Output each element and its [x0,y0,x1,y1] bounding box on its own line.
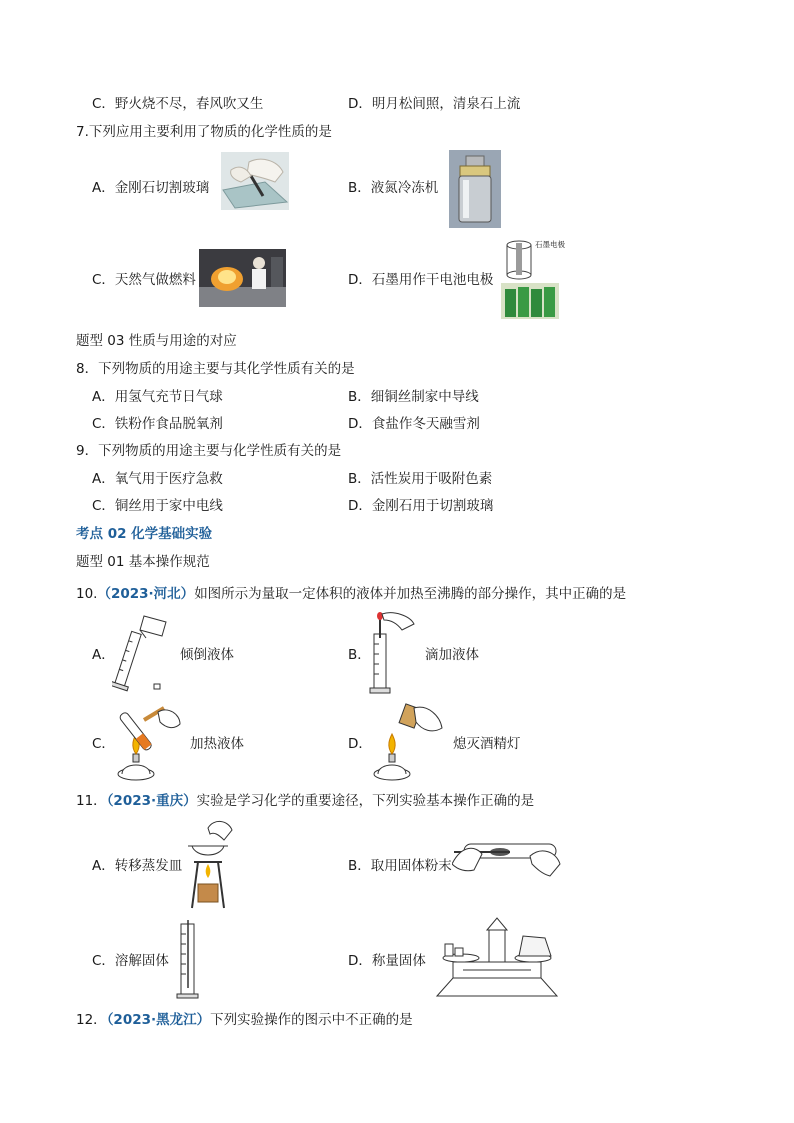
q8-option-c: C．铁粉作食品脱氧剂 [92,416,223,432]
q12-source: （2023·黑龙江） [106,1012,211,1028]
glass-cutting-photo [221,152,289,210]
q12-stem-line [76,1011,413,1029]
q11-stem: 实验是学习化学的重要途径，下列实验基本操作正确的是 [196,793,535,809]
q7-option-a: A．金刚石切割玻璃 [92,180,210,196]
q6-option-d: D．明月松间照，清泉石上流 [348,96,521,112]
q7-stem: 7.下列应用主要利用了物质的化学性质的是 [76,124,332,140]
graphite-electrode-label: 石墨电极 [535,240,565,249]
take-powder-figure [452,830,562,886]
extinguish-lamp-figure [370,702,446,782]
q11-number: 11． [76,793,107,809]
q9-option-a: A．氧气用于医疗急救 [92,471,223,487]
q8-option-a: A．用氢气充节日气球 [92,389,223,405]
transfer-evaporating-dish-figure [184,818,236,912]
q9-stem: 9．下列物质的用途主要与化学性质有关的是 [76,443,342,459]
kp02-heading: 考点 02 化学基础实验 [76,526,213,542]
liquid-nitrogen-freezer-photo [449,150,501,228]
q11-stem-line [76,792,534,810]
q10-option-b-letter: B． [348,647,371,663]
q7-option-d: D．石墨用作干电池电极 [348,272,494,288]
natural-gas-kitchen-photo [199,249,286,307]
q11-source: （2023·重庆） [106,793,197,809]
q9-option-d: D．金刚石用于切割玻璃 [348,498,494,514]
q12-number: 12． [76,1012,107,1028]
q8-option-b: B．细铜丝制家中导线 [348,389,479,405]
q7-option-b: B．液氮冷冻机 [348,180,439,196]
q10-source: （2023·河北） [97,586,195,602]
q12-stem: 下列实验操作的图示中不正确的是 [210,1012,413,1028]
q10-option-c-letter: C． [92,736,115,752]
pour-liquid-figure [112,612,172,694]
heat-liquid-figure [114,700,186,782]
q7-option-c: C．天然气做燃料 [92,272,196,288]
q10-option-c-text: 加热液体 [190,736,244,752]
q10-stem: 如图所示为量取一定体积的液体并加热至沸腾的部分操作，其中正确的是 [194,586,627,602]
q10-option-a-letter: A． [92,647,115,663]
q11-option-c: C．溶解固体 [92,953,169,969]
q8-option-d: D．食盐作冬天融雪剂 [348,416,480,432]
q10-number: 10. [76,586,98,602]
q10-option-d-letter: D． [348,736,372,752]
q11-option-b: B．取用固体粉末 [348,858,452,874]
q10-option-b-text: 滴加液体 [425,647,479,663]
q11-option-a: A．转移蒸发皿 [92,858,183,874]
q10-option-d-text: 熄灭酒精灯 [453,736,521,752]
type01-heading: 题型 01 基本操作规范 [76,554,210,570]
q6-option-c: C．野火烧不尽，春风吹又生 [92,96,264,112]
q11-option-d: D．称量固体 [348,953,426,969]
q8-stem: 8．下列物质的用途主要与其化学性质有关的是 [76,361,355,377]
dissolve-solid-figure [176,920,200,1000]
weigh-solid-balance-figure [433,916,561,1000]
q10-stem-line [76,585,626,603]
q9-option-c: C．铜丝用于家中电线 [92,498,223,514]
q9-option-b: B．活性炭用于吸附色素 [348,471,493,487]
type03-heading: 题型 03 性质与用途的对应 [76,333,237,349]
q10-option-a-text: 倾倒液体 [180,647,234,663]
graphite-electrode-figure [499,237,561,321]
drop-liquid-figure [366,610,422,696]
